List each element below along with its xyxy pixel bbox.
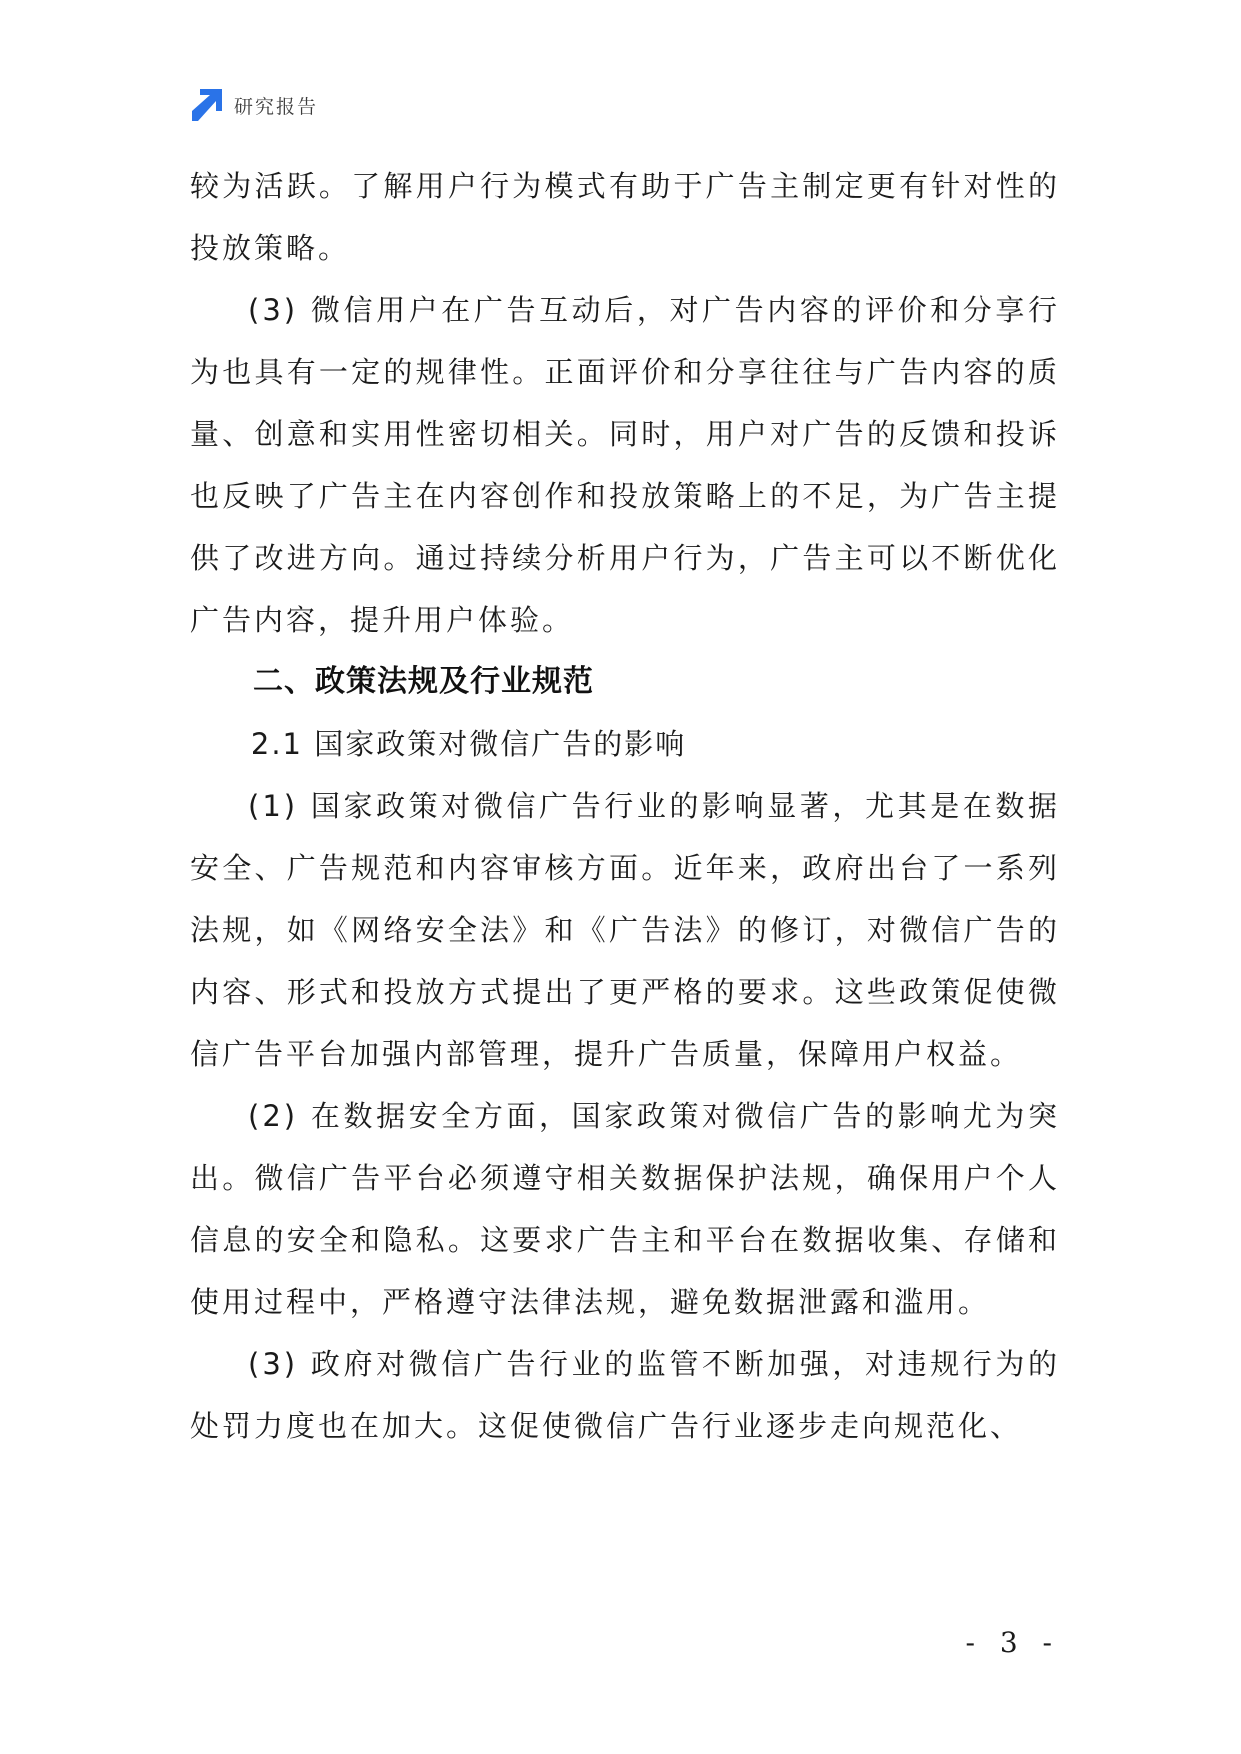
- section-heading: 二、政策法规及行业规范: [253, 664, 594, 699]
- paragraph-regulation: (3) 政府对微信广告行业的监管不断加强，对违规行为的处罚力度也在加大。这促使微信广告行业逐步走向规范化、: [190, 1347, 1060, 1443]
- paragraph-data-security: (2) 在数据安全方面，国家政策对微信广告的影响尤为突出。微信广告平台必须遵守相关数据保护法规，确保用户个人信息的安全和隐私。这要求广告主和平台在数据收集、存储和使用过程中，严格遵守法律法规，避免数据泄露和滥用。: [190, 1099, 1060, 1319]
- arrow-up-right-icon: [190, 89, 222, 121]
- paragraph-user-feedback: (3) 微信用户在广告互动后，对广告内容的评价和分享行为也具有一定的规律性。正面评价和分享往往与广告内容的质量、创意和实用性密切相关。同时，用户对广告的反馈和投诉也反映了广告主在内容创作和投放策略上的不足，为广告主提供了改进方向。通过持续分析用户行为，广告主可以不断优化广告内容，提升用户体验。: [190, 293, 1060, 637]
- header-title: 研究报告: [234, 95, 319, 118]
- page-number: - 3 -: [965, 1626, 1060, 1659]
- paragraph-policy-impact: (1) 国家政策对微信广告行业的影响显著，尤其是在数据安全、广告规范和内容审核方面。近年来，政府出台了一系列法规，如《网络安全法》和《广告法》的修订，对微信广告的内容、形式和投放方式提出了更严格的要求。这些政策促使微信广告平台加强内部管理，提升广告质量，保障用户权益。: [190, 789, 1060, 1071]
- document-header: [190, 88, 318, 122]
- paragraph-continued: 较为活跃。了解用户行为模式有助于广告主制定更有针对性的投放策略。: [190, 169, 1060, 265]
- subsection-heading: 2.1 国家政策对微信广告的影响: [250, 727, 687, 761]
- document-body: [190, 155, 1060, 1457]
